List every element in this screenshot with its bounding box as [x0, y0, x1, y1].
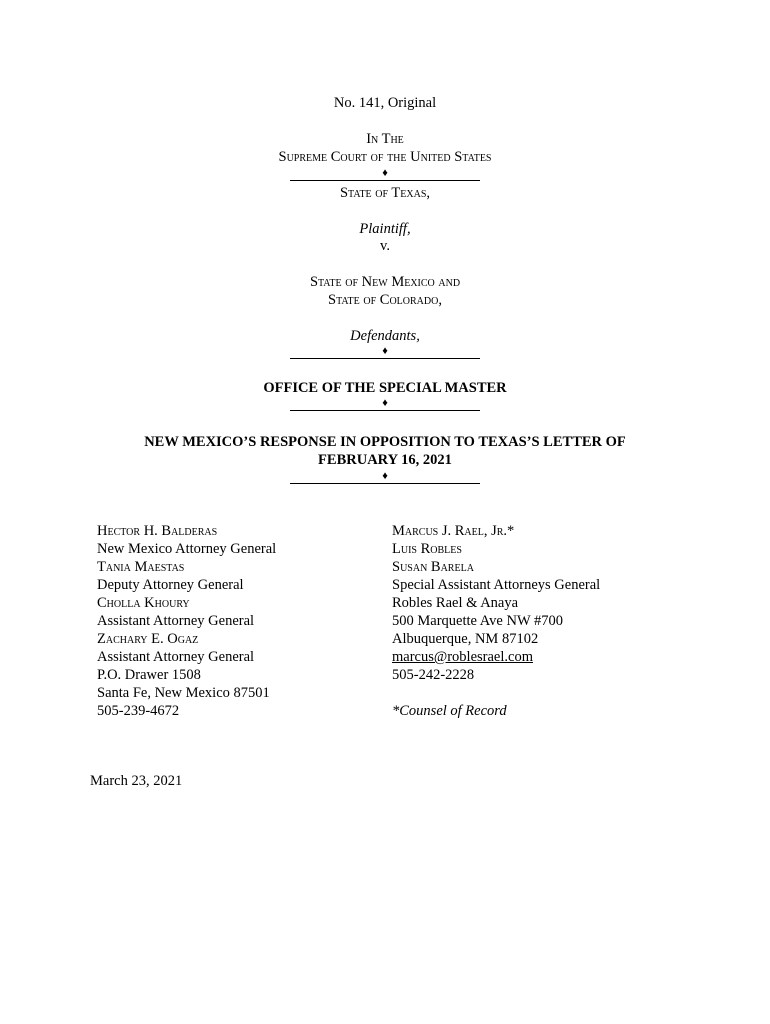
- divider-rule: [290, 483, 480, 484]
- defendant-line-2: State of Colorado,: [328, 292, 442, 308]
- address-line: 500 Marquette Ave NW #700: [392, 613, 564, 629]
- attorney-title: New Mexico Attorney General: [97, 541, 277, 557]
- plaintiff-role: Plaintiff,: [359, 221, 411, 237]
- address-line: P.O. Drawer 1508: [97, 667, 201, 683]
- office-heading: OFFICE OF THE SPECIAL MASTER: [263, 380, 507, 396]
- attorney-title: Assistant Attorney General: [97, 613, 255, 629]
- caption-divider: [290, 168, 480, 182]
- diamond-icon: ♦: [382, 167, 388, 179]
- court-name: Supreme Court of the United States: [278, 149, 492, 165]
- filing-date: March 23, 2021: [90, 773, 183, 789]
- attorney-name: Cholla Khoury: [97, 595, 190, 611]
- versus: v.: [380, 238, 390, 254]
- counsel-of-record-note: *Counsel of Record: [392, 703, 507, 719]
- document-title-line-2: FEBRUARY 16, 2021: [318, 452, 452, 468]
- diamond-icon: ♦: [382, 345, 388, 357]
- defendant-role: Defendants,: [350, 328, 420, 344]
- caption-divider: [290, 346, 480, 360]
- phone-number: 505-239-4672: [97, 703, 180, 719]
- attorney-title: Assistant Attorney General: [97, 649, 255, 665]
- address-line: Santa Fe, New Mexico 87501: [97, 685, 270, 701]
- divider-rule: [290, 358, 480, 359]
- caption-divider: [290, 398, 480, 412]
- attorney-name: Hector H. Balderas: [97, 523, 218, 539]
- court-line-1: In The: [366, 131, 404, 147]
- attorney-name: Luis Robles: [392, 541, 462, 557]
- attorney-title: Special Assistant Attorneys General: [392, 577, 601, 593]
- diamond-icon: ♦: [382, 397, 388, 409]
- caption-divider: [290, 471, 480, 485]
- attorney-name: Tania Maestas: [97, 559, 185, 575]
- attorney-name: Susan Barela: [392, 559, 474, 575]
- phone-number: 505-242-2228: [392, 667, 475, 683]
- spacer: [392, 684, 600, 702]
- firm-name: Robles Rael & Anaya: [392, 595, 519, 611]
- counsel-left-block: [97, 522, 276, 720]
- divider-rule: [290, 410, 480, 411]
- document-title-line-1: NEW MEXICO’S RESPONSE IN OPPOSITION TO TEXAS’S LETTER OF: [144, 434, 626, 450]
- diamond-icon: ♦: [382, 470, 388, 482]
- divider-rule: [290, 180, 480, 181]
- attorney-name: Marcus J. Rael, Jr.*: [392, 523, 515, 539]
- attorney-name: Zachary E. Ogaz: [97, 631, 199, 647]
- case-number: No. 141, Original: [333, 95, 437, 111]
- attorney-title: Deputy Attorney General: [97, 577, 244, 593]
- address-line: Albuquerque, NM 87102: [392, 631, 539, 647]
- defendant-line-1: State of New Mexico and: [309, 274, 461, 290]
- counsel-right-block: [392, 522, 600, 720]
- plaintiff-name: State of Texas,: [339, 185, 431, 201]
- email-link[interactable]: marcus@roblesrael.com: [392, 649, 533, 665]
